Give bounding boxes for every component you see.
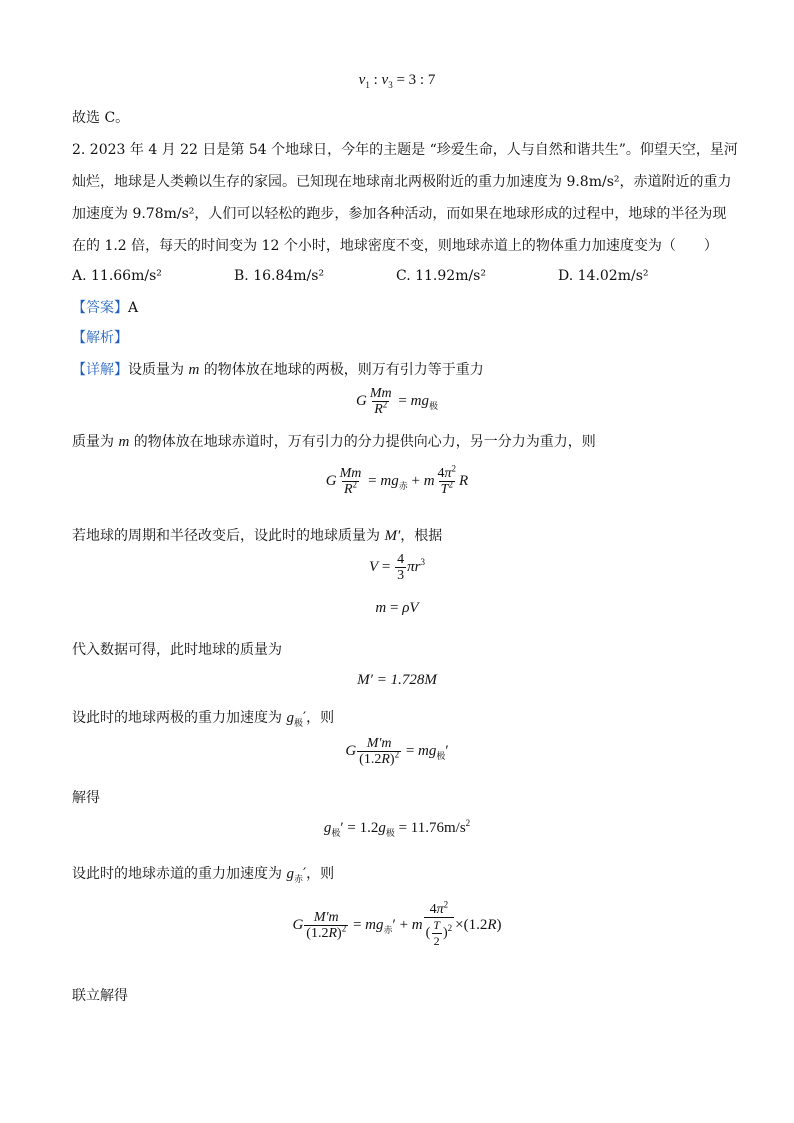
equation-volume: V = $\frac{4}{3}$ $\pi r^3$ <box>369 552 425 583</box>
conclusion-text: 故选 C。 <box>72 110 130 126</box>
equation-new-equator: G $\frac{M'm}{(1.2R)^2}$ = $mg_赤' + m$ $4\pi^2$ ( $\frac{T}{2}$ )$^2$ ×(1.2R) <box>292 899 502 948</box>
detail-tag: 【详解】 <box>72 362 128 378</box>
paragraph-equator-g: 设此时的地球赤道的重力加速度为 $g_赤'$，则 <box>72 866 335 885</box>
answer-line <box>72 298 138 318</box>
question-line-2: 灿烂，地球是人类赖以生存的家园。已知现在地球南北两极附近的重力加速度为 9.8m/s²，赤道附近的重力 <box>72 174 732 190</box>
equation-density: m = ρV <box>375 600 419 616</box>
equation-pole-gravity: G $\frac{Mm}{R^2}$ = $mg_极$ <box>356 386 438 417</box>
equation-equator-gravity: G $\frac{Mm}{R^2}$ = $mg_赤 + m$ $\frac{4\pi^2}{T^2}$ R <box>325 463 469 497</box>
option-b[interactable]: B. 16.84m/s² <box>234 268 325 284</box>
paragraph-changed: 若地球的周期和半径改变后，设此时的地球质量为 M′，根据 <box>72 528 443 544</box>
option-d[interactable]: D. 14.02m/s² <box>558 268 649 284</box>
paragraph-pole-g: 设此时的地球两极的重力加速度为 $g_极'$，则 <box>72 710 335 729</box>
equation-pole-result: $g_极' = 1.2g_极 = 11.76m/s^2$ <box>323 818 471 838</box>
paragraph-substitute: 代入数据可得，此时地球的质量为 <box>72 642 282 658</box>
analysis-tag: 【解析】 <box>72 330 128 346</box>
question-line-1: 2. 2023 年 4 月 22 日是第 54 个地球日，今年的主题是 “珍爱生命，人与自然和谐共生”。仰望天空，星河 <box>72 142 738 158</box>
paragraph-equator-intro: 质量为 m 的物体放在地球赤道时，万有引力的分力提供向心力，另一分力为重力，则 <box>72 434 596 450</box>
detail-line: 【详解】设质量为 m 的物体放在地球的两极，则万有引力等于重力 <box>72 362 484 378</box>
top-equation: $v_1$ : $v_3 = 3$ : 7 <box>358 72 436 90</box>
equation-new-mass: M′ = 1.728M <box>357 672 437 688</box>
equation-new-pole: G $\frac{M'm}{(1.2R)^2}$ = $mg_极'$ <box>345 736 449 767</box>
paragraph-combine: 联立解得 <box>72 988 128 1004</box>
question-line-3: 加速度为 9.78m/s²，人们可以轻松的跑步，参加各种活动，而如果在地球形成的过程中，地球的半径为现 <box>72 206 727 222</box>
option-a[interactable]: A. 11.66m/s² <box>72 268 162 284</box>
answer-tag: 【答案】 <box>72 300 128 316</box>
option-c[interactable]: C. 11.92m/s² <box>396 268 486 284</box>
paragraph-solve: 解得 <box>72 790 100 806</box>
question-line-4: 在的 1.2 倍，每天的时间变为 12 个小时，地球密度不变，则地球赤道上的物体重力加速度变为（ ） <box>72 238 718 254</box>
answer-value: A <box>128 300 139 316</box>
